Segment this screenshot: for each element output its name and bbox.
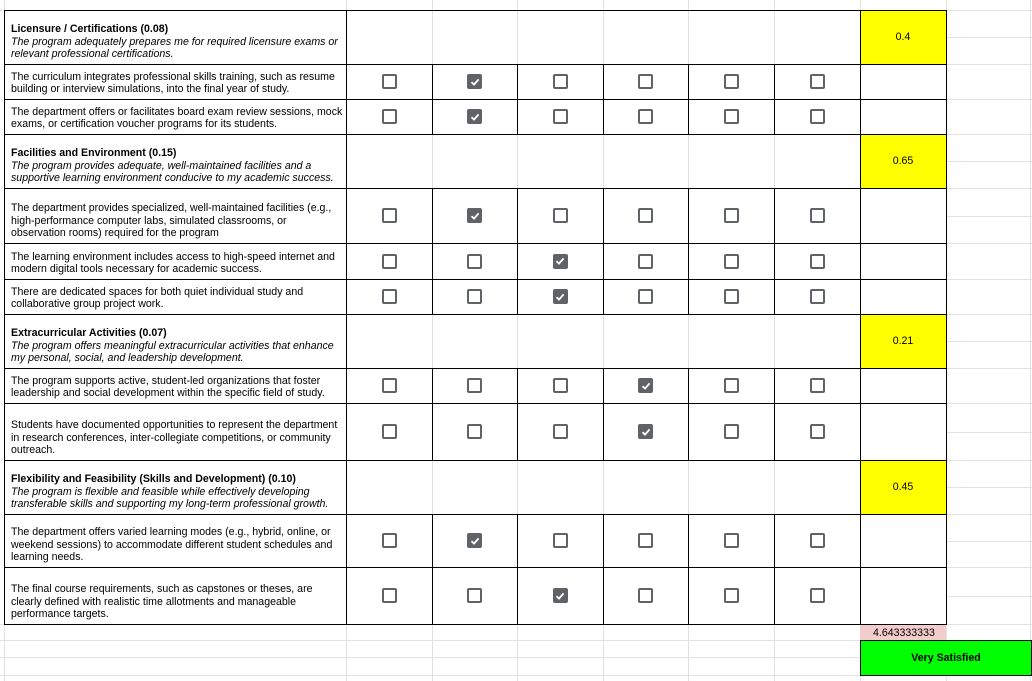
cell-border xyxy=(774,368,775,403)
cell-border xyxy=(688,243,689,279)
cell-border xyxy=(517,368,518,403)
gridline xyxy=(946,596,1032,597)
category-title: Facilities and Environment (0.15) xyxy=(11,147,177,160)
cell-border xyxy=(4,188,946,189)
cell-border xyxy=(946,368,947,403)
cell-border xyxy=(860,675,1032,676)
checkbox[interactable] xyxy=(382,424,397,439)
question-text: The final course requirements, such as capstones or theses, are clearly defined with realistic time allotments and manageable performance targets. xyxy=(11,583,313,621)
rating-cell-1 xyxy=(346,243,432,279)
cell-border xyxy=(346,134,347,188)
rating-cell-2 xyxy=(432,514,517,567)
cell-border xyxy=(4,134,946,135)
rating-cell-1 xyxy=(346,279,432,314)
category-header-cell xyxy=(4,10,346,64)
checkbox[interactable] xyxy=(810,208,825,223)
cell-border xyxy=(4,368,5,403)
cell-border xyxy=(4,243,5,279)
category-description: The program provides adequate, well-maintained facilities and a supportive learning environment conducive to my academic success. xyxy=(11,159,334,185)
cell-border xyxy=(946,134,947,188)
checkbox[interactable] xyxy=(724,588,739,603)
cell-border xyxy=(346,188,347,243)
cell-border xyxy=(603,188,604,243)
cell-border xyxy=(4,514,5,567)
category-header-cell xyxy=(4,460,346,514)
rating-cell-3 xyxy=(517,514,603,567)
rating-cell-5 xyxy=(688,514,774,567)
checkbox[interactable] xyxy=(553,378,568,393)
checkbox[interactable] xyxy=(638,74,653,89)
gridline xyxy=(946,487,1032,488)
cell-border xyxy=(946,567,947,624)
rating-cell-2 xyxy=(432,99,517,134)
category-score: 0.4 xyxy=(860,10,946,64)
cell-border xyxy=(4,10,5,64)
checkbox[interactable] xyxy=(638,254,653,269)
checkbox-checked[interactable] xyxy=(553,588,568,603)
cell-border xyxy=(517,514,518,567)
rating-cell-6 xyxy=(774,188,860,243)
cell-border xyxy=(860,134,861,188)
category-score: 0.21 xyxy=(860,314,946,368)
rating-cell-1 xyxy=(346,403,432,460)
cell-border xyxy=(432,368,433,403)
cell-border xyxy=(946,99,947,134)
rating-cell-4 xyxy=(603,188,688,243)
cell-border xyxy=(774,64,775,99)
cell-border xyxy=(432,64,433,99)
checkbox-checked[interactable] xyxy=(553,289,568,304)
cell-border xyxy=(860,403,861,460)
cell-border xyxy=(774,567,775,624)
checkbox[interactable] xyxy=(382,109,397,124)
question-text: The learning environment includes access to high-speed internet and modern digital tools necessary for academic success. xyxy=(11,250,335,276)
category-description: The program adequately prepares me for required licensure exams or relevant professional certifications. xyxy=(11,35,338,61)
checkbox[interactable] xyxy=(724,289,739,304)
cell-border xyxy=(603,279,604,314)
rating-cell-3 xyxy=(517,279,603,314)
cell-border xyxy=(432,188,433,243)
cell-border xyxy=(4,279,5,314)
cell-border xyxy=(4,10,946,11)
rating-cell-4 xyxy=(603,99,688,134)
checkbox-checked[interactable] xyxy=(467,74,482,89)
question-text: The department offers varied learning modes (e.g., hybrid, online, or weekend sessions) to accommodate different student schedules and learning needs. xyxy=(11,526,333,564)
cell-border xyxy=(603,64,604,99)
category-description: The program offers meaningful extracurricular activities that enhance my personal, social, and leadership development. xyxy=(11,339,334,365)
checkbox-checked[interactable] xyxy=(467,533,482,548)
checkmark-icon xyxy=(555,256,565,266)
category-score: 0.45 xyxy=(860,460,946,514)
rating-cell-4 xyxy=(603,368,688,403)
cell-border xyxy=(946,64,947,99)
checkmark-icon xyxy=(641,427,651,437)
rating-cell-2 xyxy=(432,279,517,314)
cell-border xyxy=(774,403,775,460)
cell-border xyxy=(346,514,347,567)
checkmark-icon xyxy=(555,292,565,302)
rating-cell-4 xyxy=(603,567,688,624)
checkbox[interactable] xyxy=(467,254,482,269)
cell-border xyxy=(860,243,861,279)
checkbox[interactable] xyxy=(638,208,653,223)
checkbox[interactable] xyxy=(638,289,653,304)
rating-cell-6 xyxy=(774,279,860,314)
checkbox[interactable] xyxy=(382,378,397,393)
checkbox[interactable] xyxy=(382,208,397,223)
category-description: The program is flexible and feasible while effectively developing transferable skills and supporting my long-term professional growth. xyxy=(11,485,329,511)
checkbox[interactable] xyxy=(638,109,653,124)
cell-border xyxy=(688,567,689,624)
cell-border xyxy=(432,403,433,460)
category-score: 0.65 xyxy=(860,134,946,188)
cell-border xyxy=(603,514,604,567)
rating-cell-2 xyxy=(432,567,517,624)
rating-cell-3 xyxy=(517,368,603,403)
cell-border xyxy=(4,99,5,134)
checkbox[interactable] xyxy=(553,533,568,548)
cell-border xyxy=(603,403,604,460)
cell-border xyxy=(517,99,518,134)
rating-cell-5 xyxy=(688,64,774,99)
category-title: Flexibility and Feasibility (Skills and Development) (0.10) xyxy=(11,473,296,486)
cell-border xyxy=(860,188,861,243)
cell-border xyxy=(946,188,947,243)
rating-cell-1 xyxy=(346,188,432,243)
checkbox[interactable] xyxy=(467,424,482,439)
rating-cell-3 xyxy=(517,188,603,243)
cell-border xyxy=(688,403,689,460)
checkmark-icon xyxy=(555,591,565,601)
checkbox-checked[interactable] xyxy=(638,378,653,393)
cell-border xyxy=(346,368,347,403)
gridline xyxy=(946,161,1032,162)
checkbox[interactable] xyxy=(810,74,825,89)
category-title: Extracurricular Activities (0.07) xyxy=(11,327,167,340)
rating-cell-6 xyxy=(774,514,860,567)
rating-cell-3 xyxy=(517,403,603,460)
gridline xyxy=(946,432,1032,433)
rating-cell-1 xyxy=(346,514,432,567)
checkbox[interactable] xyxy=(724,254,739,269)
cell-border xyxy=(4,403,946,404)
rating-cell-2 xyxy=(432,243,517,279)
rating-cell-1 xyxy=(346,64,432,99)
cell-border xyxy=(774,188,775,243)
rating-cell-3 xyxy=(517,99,603,134)
cell-border xyxy=(860,640,1032,641)
question-text: There are dedicated spaces for both quiet individual study and collaborative group project work. xyxy=(11,285,304,311)
cell-border xyxy=(432,99,433,134)
category-title: Licensure / Certifications (0.08) xyxy=(11,23,169,36)
checkbox[interactable] xyxy=(810,289,825,304)
cell-border xyxy=(774,99,775,134)
cell-border xyxy=(860,640,861,675)
checkbox[interactable] xyxy=(810,109,825,124)
checkbox[interactable] xyxy=(553,109,568,124)
rating-cell-1 xyxy=(346,567,432,624)
rating-cell-1 xyxy=(346,99,432,134)
rating-cell-6 xyxy=(774,368,860,403)
cell-border xyxy=(688,514,689,567)
question-text: The department provides specialized, well-maintained facilities (e.g., high-performance computer labs, simulated classrooms, or observation rooms) required for the program xyxy=(11,202,332,240)
cell-border xyxy=(4,514,946,515)
rating-cell-4 xyxy=(603,279,688,314)
checkbox[interactable] xyxy=(553,208,568,223)
checkmark-icon xyxy=(641,381,651,391)
cell-border xyxy=(4,64,946,65)
cell-border xyxy=(688,188,689,243)
cell-border xyxy=(603,567,604,624)
rating-cell-2 xyxy=(432,64,517,99)
question-text: The department offers or facilitates board exam review sessions, mock exams, or certification voucher programs for its students. xyxy=(11,105,343,131)
cell-border xyxy=(346,314,347,368)
gridline xyxy=(946,216,1032,217)
cell-border xyxy=(688,99,689,134)
rating-cell-6 xyxy=(774,99,860,134)
rating-cell-3 xyxy=(517,64,603,99)
checkbox[interactable] xyxy=(553,74,568,89)
checkbox[interactable] xyxy=(382,533,397,548)
checkbox[interactable] xyxy=(724,424,739,439)
checkbox-checked[interactable] xyxy=(553,254,568,269)
cell-border xyxy=(346,243,347,279)
checkbox[interactable] xyxy=(724,378,739,393)
cell-border xyxy=(517,279,518,314)
cell-border xyxy=(946,314,947,368)
rating-cell-4 xyxy=(603,514,688,567)
rating-cell-5 xyxy=(688,368,774,403)
checkbox-checked[interactable] xyxy=(638,424,653,439)
rating-cell-2 xyxy=(432,368,517,403)
checkbox[interactable] xyxy=(810,424,825,439)
cell-border xyxy=(346,460,347,514)
cell-border xyxy=(688,279,689,314)
cell-border xyxy=(4,314,946,315)
checkmark-icon xyxy=(470,536,480,546)
cell-border xyxy=(4,188,5,243)
cell-border xyxy=(860,514,861,567)
cell-border xyxy=(432,243,433,279)
question-text: The curriculum integrates professional skills training, such as resume building or interview simulations, into the final year of study. xyxy=(11,70,335,96)
cell-border xyxy=(4,368,946,369)
cell-border xyxy=(4,460,946,461)
total-score: 4.643333333 xyxy=(860,625,946,640)
rating-cell-5 xyxy=(688,279,774,314)
rating-cell-5 xyxy=(688,403,774,460)
checkbox[interactable] xyxy=(553,424,568,439)
cell-border xyxy=(946,279,947,314)
cell-border xyxy=(4,460,5,514)
cell-border xyxy=(432,279,433,314)
cell-border xyxy=(346,279,347,314)
cell-border xyxy=(860,10,861,64)
category-header-cell xyxy=(4,134,346,188)
gridline xyxy=(946,541,1032,542)
cell-border xyxy=(774,514,775,567)
cell-border xyxy=(946,10,947,64)
rating-cell-6 xyxy=(774,243,860,279)
rating-cell-2 xyxy=(432,188,517,243)
question-text: Students have documented opportunities to represent the department in research conferences, inter-collegiate competitions, or community outreach. xyxy=(11,419,338,457)
checkbox[interactable] xyxy=(382,74,397,89)
rating-cell-1 xyxy=(346,368,432,403)
cell-border xyxy=(346,64,347,99)
rating-cell-2 xyxy=(432,403,517,460)
checkbox[interactable] xyxy=(638,588,653,603)
checkbox[interactable] xyxy=(382,289,397,304)
rating-cell-5 xyxy=(688,243,774,279)
checkbox[interactable] xyxy=(810,533,825,548)
checkbox[interactable] xyxy=(810,378,825,393)
cell-border xyxy=(517,188,518,243)
cell-border xyxy=(603,99,604,134)
cell-border xyxy=(346,567,347,624)
cell-border xyxy=(4,314,5,368)
cell-border xyxy=(4,134,5,188)
satisfaction-rating: Very Satisfied xyxy=(860,640,1032,675)
cell-border xyxy=(946,243,947,279)
cell-border xyxy=(860,99,861,134)
cell-border xyxy=(860,368,861,403)
question-text: The program supports active, student-led organizations that foster leadership and social development within the specific field of study. xyxy=(11,374,325,400)
checkbox[interactable] xyxy=(810,254,825,269)
rating-cell-4 xyxy=(603,403,688,460)
cell-border xyxy=(517,567,518,624)
rating-cell-5 xyxy=(688,188,774,243)
rating-cell-3 xyxy=(517,567,603,624)
cell-border xyxy=(4,567,5,624)
cell-border xyxy=(946,460,947,514)
checkbox[interactable] xyxy=(724,74,739,89)
checkbox-checked[interactable] xyxy=(467,208,482,223)
checkmark-icon xyxy=(470,77,480,87)
cell-border xyxy=(774,243,775,279)
checkbox[interactable] xyxy=(638,533,653,548)
cell-border xyxy=(346,99,347,134)
checkbox[interactable] xyxy=(467,588,482,603)
cell-border xyxy=(688,368,689,403)
category-header-cell xyxy=(4,314,346,368)
gridline xyxy=(946,341,1032,342)
cell-border xyxy=(4,64,5,99)
cell-border xyxy=(517,64,518,99)
rating-cell-3 xyxy=(517,243,603,279)
cell-border xyxy=(4,624,947,625)
cell-border xyxy=(860,64,861,99)
cell-border xyxy=(688,64,689,99)
cell-border xyxy=(860,314,861,368)
cell-border xyxy=(4,243,946,244)
cell-border xyxy=(517,403,518,460)
cell-border xyxy=(4,99,946,100)
cell-border xyxy=(946,403,947,460)
checkbox[interactable] xyxy=(724,109,739,124)
cell-border xyxy=(4,567,946,568)
checkmark-icon xyxy=(470,211,480,221)
cell-border xyxy=(432,514,433,567)
checkbox-checked[interactable] xyxy=(467,109,482,124)
checkbox[interactable] xyxy=(382,588,397,603)
cell-border xyxy=(517,243,518,279)
cell-border xyxy=(860,567,861,624)
checkmark-icon xyxy=(470,112,480,122)
cell-border xyxy=(774,279,775,314)
checkbox[interactable] xyxy=(467,378,482,393)
cell-border xyxy=(860,279,861,314)
cell-border xyxy=(346,10,347,64)
rating-cell-6 xyxy=(774,567,860,624)
rating-cell-4 xyxy=(603,243,688,279)
checkbox[interactable] xyxy=(382,254,397,269)
rating-cell-5 xyxy=(688,99,774,134)
checkbox[interactable] xyxy=(724,533,739,548)
gridline xyxy=(946,37,1032,38)
cell-border xyxy=(432,567,433,624)
cell-border xyxy=(860,460,861,514)
cell-border xyxy=(603,243,604,279)
cell-border xyxy=(946,514,947,567)
rating-cell-5 xyxy=(688,567,774,624)
rating-cell-6 xyxy=(774,403,860,460)
checkbox[interactable] xyxy=(724,208,739,223)
checkbox[interactable] xyxy=(810,588,825,603)
cell-border xyxy=(4,403,5,460)
cell-border xyxy=(4,279,946,280)
checkbox[interactable] xyxy=(467,289,482,304)
cell-border xyxy=(603,368,604,403)
rating-cell-6 xyxy=(774,64,860,99)
rating-cell-4 xyxy=(603,64,688,99)
cell-border xyxy=(346,403,347,460)
